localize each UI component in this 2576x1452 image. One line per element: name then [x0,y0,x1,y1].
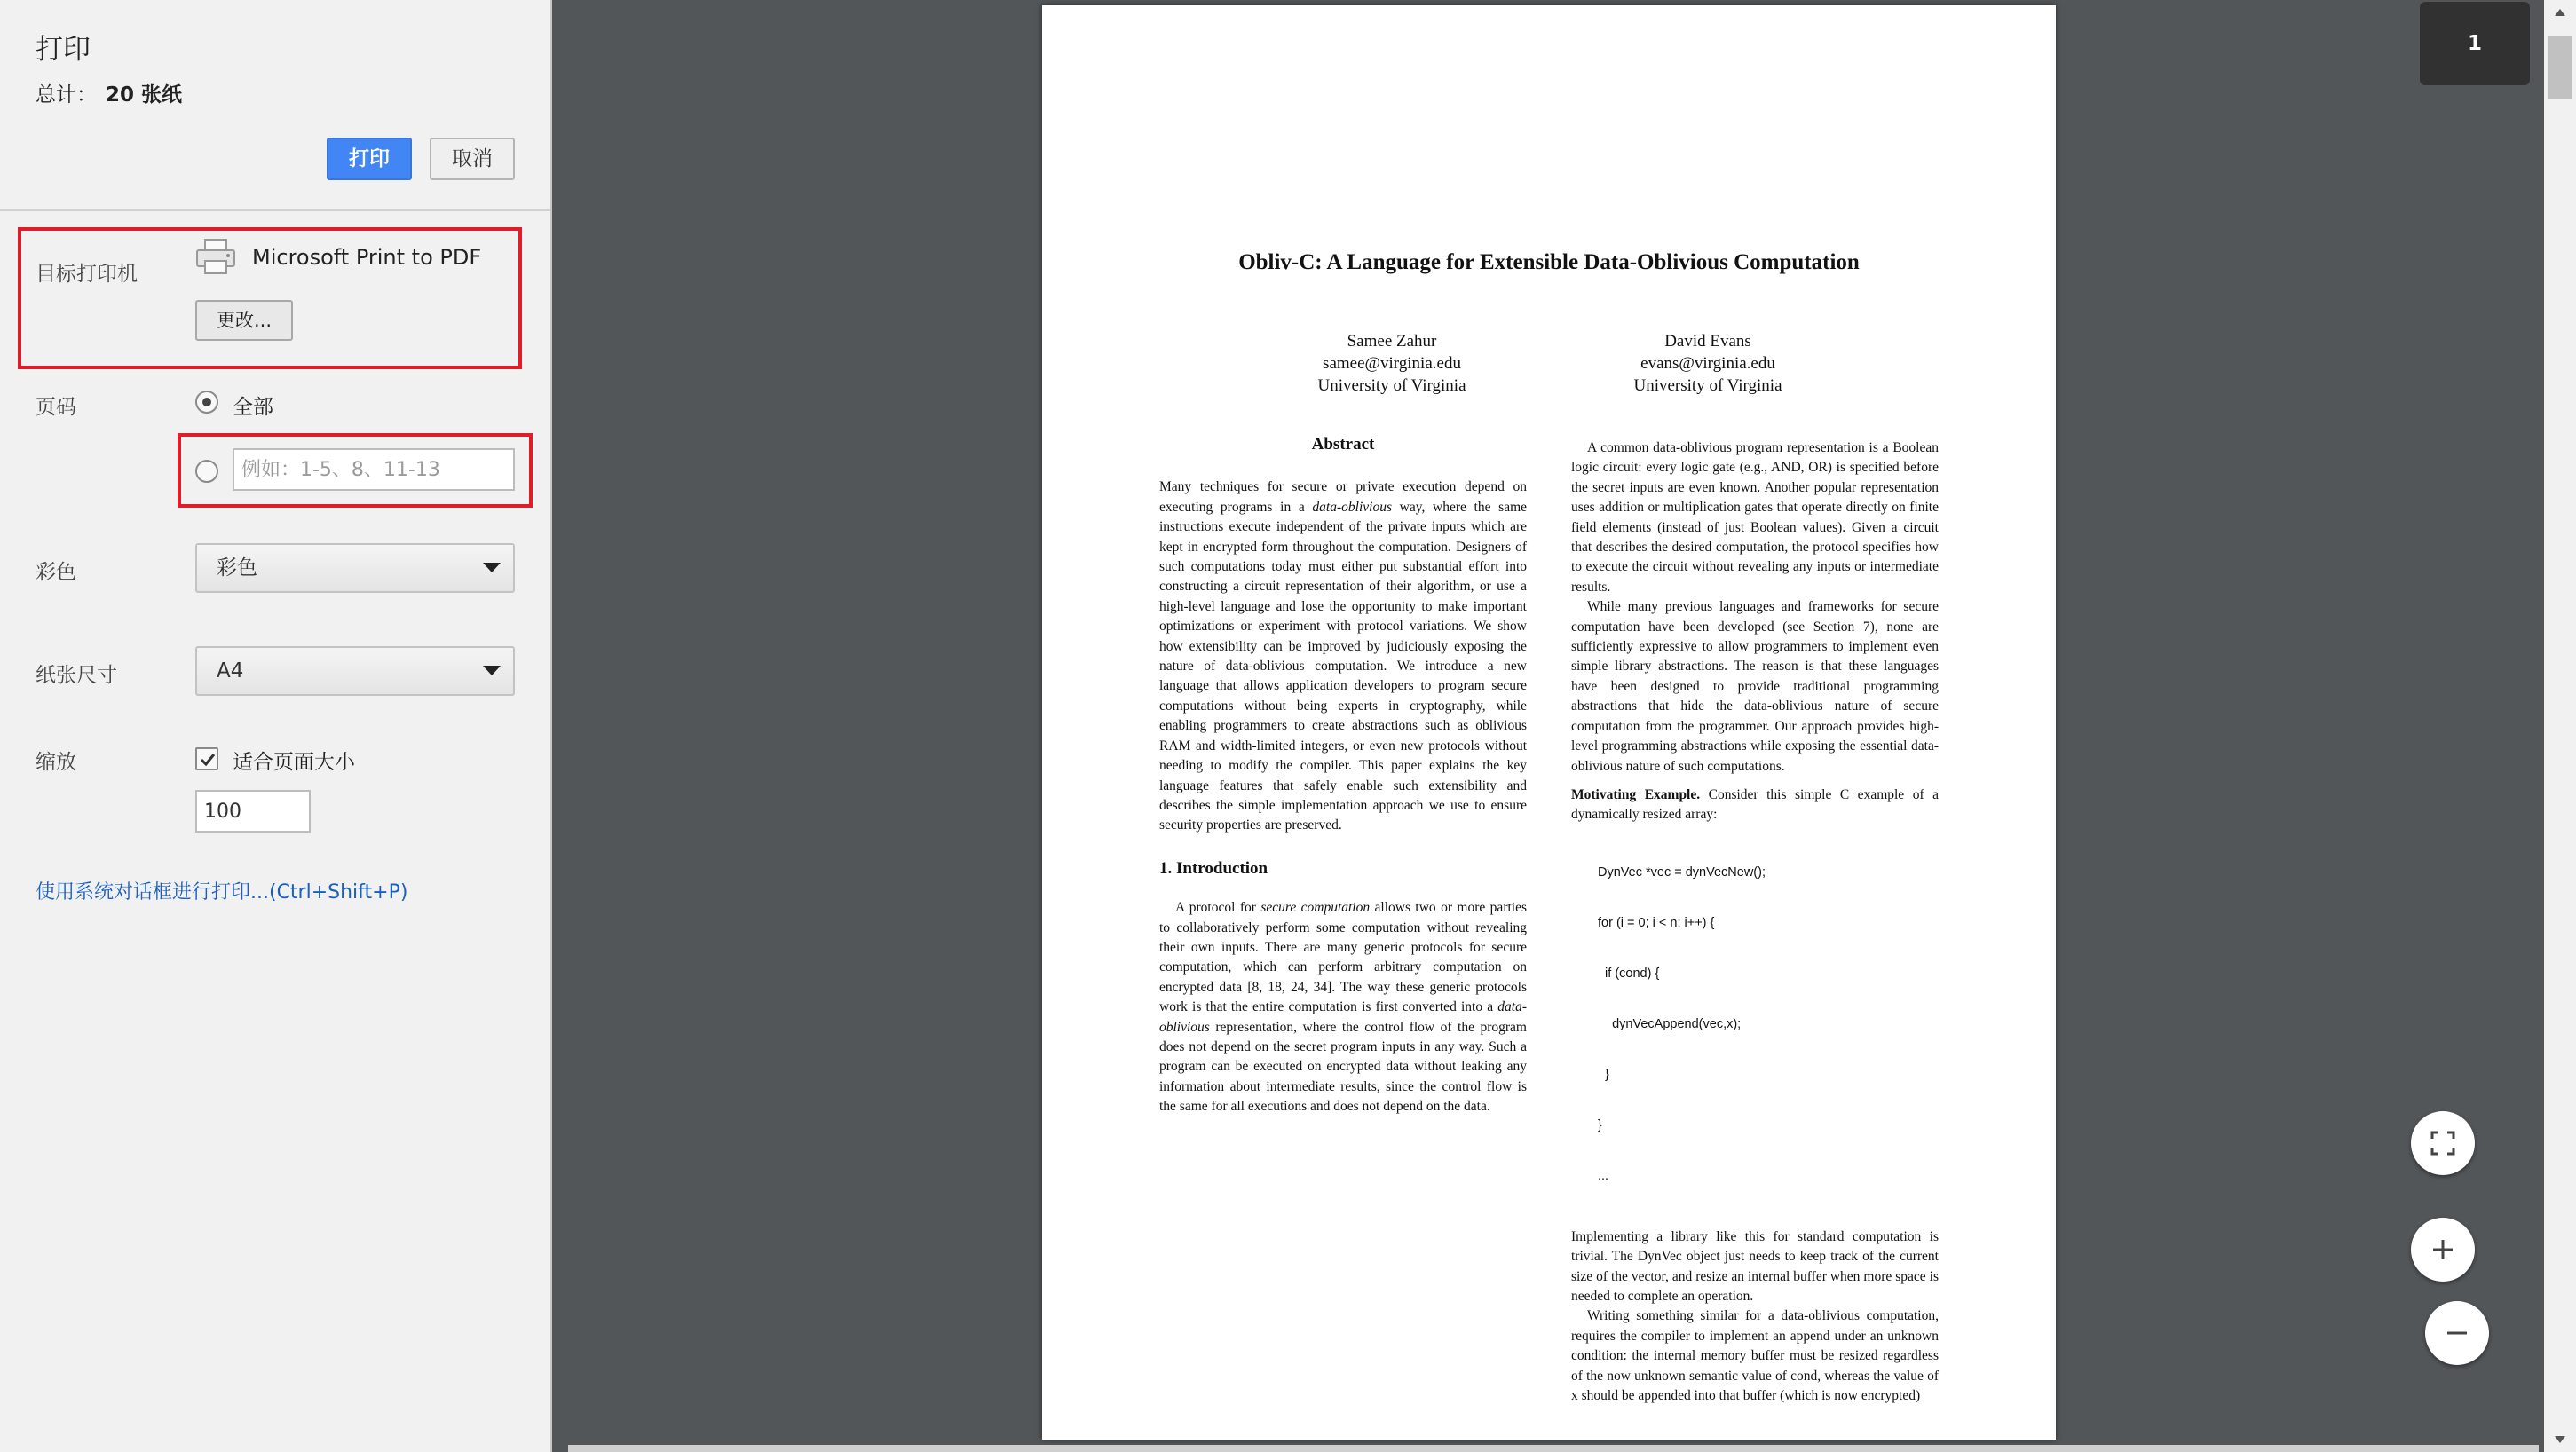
code-line: } [1598,1067,1609,1082]
author-email: evans@virginia.edu [1640,354,1775,373]
zoom-out-button[interactable] [2425,1301,2489,1365]
fit-to-page-label: 适合页面大小 [233,751,355,774]
preview-page [1042,5,2056,1440]
custom-pages-radio[interactable] [195,460,218,483]
abstract-text: Many techniques for secure or private execution depend on executing programs in a data-oblivious way, where the same instructions execute independent of the private inputs which are kept in encrypted form throughout the computation. Designers of such computations today must either put substantial effort into constructing a circuit representation of their algorithm, or use a high-level language and lose the opportunity to make important optimizations or experiment with protocol variations. We show how extensibility can be improved by judiciously exposing the nature of data-oblivious computation. We introduce a new language that allows application developers to program secure computations without being experts in cryptography, while enabling programmers to create abstractions such as oblivious RAM and width-limited integers, or even new protocols without needing to modify the compiler. This paper explains the key language features that safely enable such extensibility and describes the simple implementation approach we use to ensure security properties are preserved. [1159,479,1528,833]
paragraph: While many previous languages and frameworks for secure computation have been developed (see Section 7), none are sufficiently expressive to allow programmers to implement even simple library abstractions. The reason is that these languages have been designed to provide traditional programming abstractions that hide the data-oblivious nature of secure computation from the programmer. Our approach provides high-level programming abstractions while exposing the essential data-oblivious nature of such computations. [1571,599,1939,774]
code-listing [1571,831,1939,1219]
paragraph: Writing something similar for a data-oblivious computation, requires the compiler to implement an append under an unknown condition: the internal memory buffer must be resized regardless of the now unknown semantic value of cond, whereas the value of x should be appended into that buffer (which is now encrypted) [1571,1308,1939,1403]
color-select[interactable] [195,543,515,593]
summary-value: 20 张纸 [106,83,183,107]
introduction-text: A protocol for secure computation allows two or more parties to collaboratively perform some computation without revealing their own inputs. There are many generic protocols for secure computation, which can perform arbitrary computation on encrypted data [8, 18, 24, 34]. The way these generic protocols work is that the entire computation is first converted into a data-oblivious representation, where the control flow of the program does not depend on the secret program inputs in any way. Such a program can be executed on encrypted data without leaking any information about intermediate results, since the control flow is the same for all executions and does not depend on the data. [1159,900,1528,1115]
author-name: Samee Zahur [1347,332,1437,351]
author-name: David Evans [1664,332,1751,351]
color-label: 彩色 [36,561,76,584]
page-number-indicator: 1 [2420,2,2530,85]
all-pages-label: 全部 [233,396,273,419]
paper-size-select-value: A4 [217,659,244,683]
horizontal-scrollbar[interactable] [568,1445,2539,1452]
print-header [0,0,550,211]
scroll-down-arrow-icon[interactable] [2555,1436,2565,1443]
left-column [1159,435,1527,1117]
scroll-up-arrow-icon[interactable] [2555,9,2565,16]
printer-name: Microsoft Print to PDF [252,245,482,270]
print-button[interactable]: 打印 [327,138,412,180]
print-settings-panel [0,0,552,1452]
dropdown-arrow-icon [483,666,501,675]
checkmark-icon [198,750,217,769]
code-line: dynVecAppend(vec,x); [1598,1016,1742,1031]
vertical-scrollbar[interactable] [2544,0,2576,1452]
fit-to-page-checkbox[interactable] [195,747,218,770]
scale-label: 缩放 [36,751,76,774]
introduction-heading: 1. Introduction [1159,858,1268,878]
author-affiliation: University of Virginia [1317,376,1466,395]
minus-icon [2444,1320,2470,1346]
code-line: if (cond) { [1598,966,1660,981]
paragraph: Implementing a library like this for standard computation is trivial. The DynVec object just needs to keep track of the current size of the vector, and resize an internal buffer when more space is needed to complete an operation. [1571,1228,1939,1304]
fit-to-page-icon [2430,1130,2456,1156]
scrollbar-thumb[interactable] [2548,36,2572,99]
destination-label: 目标打印机 [36,263,138,286]
code-line: } [1598,1117,1602,1132]
paper-size-select[interactable] [195,646,515,696]
code-line: ... [1598,1168,1609,1183]
author-affiliation: University of Virginia [1633,376,1782,395]
author-block [1276,330,1507,397]
plus-icon [2430,1236,2456,1263]
paper-size-label: 纸张尺寸 [36,664,117,687]
cancel-button[interactable]: 取消 [430,138,515,180]
printer-icon [195,238,236,275]
all-pages-radio[interactable] [195,391,218,414]
scale-input[interactable] [195,790,311,833]
abstract-heading: Abstract [1311,435,1375,454]
fit-to-page-button[interactable] [2411,1111,2475,1175]
paper-title: Obliv-C: A Language for Extensible Data-Oblivious Computation [1238,250,1860,274]
right-column [1571,438,1939,1406]
pages-label: 页码 [36,396,76,419]
code-line: for (i = 0; i < n; i++) { [1598,915,1715,930]
author-email: samee@virginia.edu [1323,354,1461,373]
motivating-example: Motivating Example. Consider this simple C example of a dynamically resized array: [1571,786,1939,823]
author-block [1592,330,1823,397]
change-printer-button[interactable]: 更改... [195,300,293,341]
paragraph: A common data-oblivious program representation is a Boolean logic circuit: every logic gate (e.g., AND, OR) is specified before the secret inputs are even known. Another popular representation uses addition or multiplication gates that operate directly on finite field elements (instead of just Boolean values). Given a circuit that describes the desired computation, the protocol specifies how to execute the circuit without revealing any inputs or intermediate results. [1571,440,1939,595]
sheet-summary [36,78,182,107]
custom-pages-input[interactable] [233,448,515,491]
dropdown-arrow-icon [483,563,501,572]
color-select-value: 彩色 [217,556,257,580]
dialog-title: 打印 [36,34,91,66]
code-line: DynVec *vec = dynVecNew(); [1598,864,1766,880]
zoom-in-button[interactable] [2411,1218,2475,1282]
summary-label: 总计： [36,83,97,107]
system-dialog-link[interactable]: 使用系统对话框进行打印...(Ctrl+Shift+P) [36,881,408,904]
